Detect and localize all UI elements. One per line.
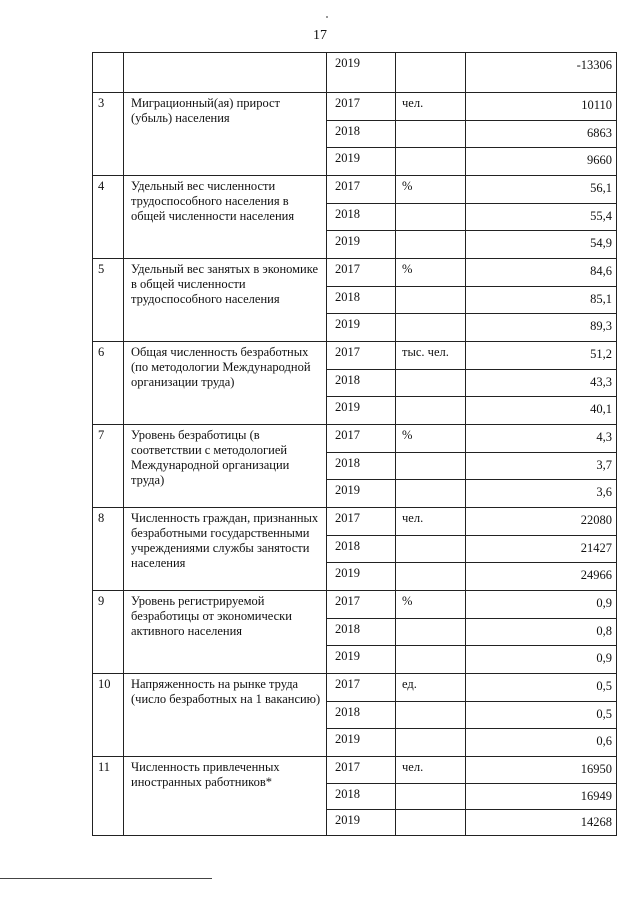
unit-cell <box>396 231 466 259</box>
table-row <box>93 176 617 204</box>
value-cell: 56,1 <box>466 176 617 204</box>
year-cell: 2018 <box>327 370 396 397</box>
row-number-cell: 5 <box>93 259 124 342</box>
indicator-name-cell: Удельный вес занятых в экономике в общей численности трудоспособного населения <box>124 259 327 342</box>
year-cell: 2018 <box>327 287 396 314</box>
year-cell: 2017 <box>327 508 396 536</box>
row-number-cell: 6 <box>93 342 124 425</box>
unit-cell <box>396 370 466 397</box>
value-cell: 0,6 <box>466 729 617 757</box>
unit-cell <box>396 121 466 148</box>
year-cell: 2019 <box>327 810 396 836</box>
unit-cell <box>396 204 466 231</box>
row-number-cell: 8 <box>93 508 124 591</box>
value-cell: 0,9 <box>466 591 617 619</box>
year-cell: 2019 <box>327 563 396 591</box>
value-cell: 21427 <box>466 536 617 563</box>
year-cell: 2019 <box>327 646 396 674</box>
year-cell: 2018 <box>327 121 396 148</box>
indicator-name-cell <box>124 53 327 93</box>
indicator-name-cell: Напряженность на рынке труда (число безработных на 1 вакансию) <box>124 674 327 757</box>
unit-cell <box>396 729 466 757</box>
row-number-cell: 4 <box>93 176 124 259</box>
unit-cell <box>396 536 466 563</box>
unit-cell <box>396 480 466 508</box>
value-cell: 3,6 <box>466 480 617 508</box>
unit-cell <box>396 453 466 480</box>
value-cell: 54,9 <box>466 231 617 259</box>
year-cell: 2018 <box>327 784 396 810</box>
unit-cell: % <box>396 259 466 287</box>
table-row <box>93 53 617 93</box>
footnote-rule <box>0 878 212 879</box>
unit-cell <box>396 53 466 93</box>
indicator-name-cell: Уровень регистрируемой безработицы от экономически активного населения <box>124 591 327 674</box>
value-cell: 22080 <box>466 508 617 536</box>
unit-cell: чел. <box>396 757 466 784</box>
unit-cell: тыс. чел. <box>396 342 466 370</box>
year-cell: 2019 <box>327 148 396 176</box>
year-cell: 2018 <box>327 453 396 480</box>
year-cell: 2017 <box>327 425 396 453</box>
year-cell: 2018 <box>327 619 396 646</box>
value-cell: 6863 <box>466 121 617 148</box>
year-cell: 2019 <box>327 53 396 93</box>
indicators-table <box>92 52 617 836</box>
year-cell: 2018 <box>327 702 396 729</box>
value-cell: 0,9 <box>466 646 617 674</box>
value-cell: 10110 <box>466 93 617 121</box>
value-cell: 89,3 <box>466 314 617 342</box>
row-number-cell: 10 <box>93 674 124 757</box>
table-row <box>93 508 617 536</box>
row-number-cell: 7 <box>93 425 124 508</box>
year-cell: 2019 <box>327 231 396 259</box>
value-cell: 16949 <box>466 784 617 810</box>
value-cell: 51,2 <box>466 342 617 370</box>
indicator-name-cell: Общая численность безработных (по методологии Международной организации труда) <box>124 342 327 425</box>
year-cell: 2017 <box>327 757 396 784</box>
value-cell: 55,4 <box>466 204 617 231</box>
row-number-cell: 11 <box>93 757 124 836</box>
table-body <box>93 53 617 836</box>
year-cell: 2018 <box>327 536 396 563</box>
year-cell: 2019 <box>327 397 396 425</box>
year-cell: 2018 <box>327 204 396 231</box>
table-row <box>93 425 617 453</box>
unit-cell <box>396 784 466 810</box>
unit-cell <box>396 287 466 314</box>
unit-cell: чел. <box>396 93 466 121</box>
unit-cell <box>396 148 466 176</box>
unit-cell <box>396 314 466 342</box>
unit-cell <box>396 646 466 674</box>
year-cell: 2017 <box>327 591 396 619</box>
value-cell: 24966 <box>466 563 617 591</box>
page-number: 17 <box>313 28 327 43</box>
value-cell: 40,1 <box>466 397 617 425</box>
row-number-cell: 3 <box>93 93 124 176</box>
value-cell: 0,5 <box>466 674 617 702</box>
unit-cell: чел. <box>396 508 466 536</box>
year-cell: 2017 <box>327 674 396 702</box>
indicator-name-cell: Численность привлеченных иностранных работников* <box>124 757 327 836</box>
unit-cell <box>396 563 466 591</box>
year-cell: 2017 <box>327 342 396 370</box>
table-row <box>93 342 617 370</box>
value-cell: 85,1 <box>466 287 617 314</box>
value-cell: 84,6 <box>466 259 617 287</box>
table-row <box>93 757 617 784</box>
value-cell: 4,3 <box>466 425 617 453</box>
year-cell: 2019 <box>327 729 396 757</box>
row-number-cell: 9 <box>93 591 124 674</box>
year-cell: 2019 <box>327 314 396 342</box>
unit-cell: % <box>396 176 466 204</box>
year-cell: 2017 <box>327 176 396 204</box>
year-cell: 2019 <box>327 480 396 508</box>
unit-cell <box>396 619 466 646</box>
unit-cell: % <box>396 591 466 619</box>
value-cell: 43,3 <box>466 370 617 397</box>
unit-cell: ед. <box>396 674 466 702</box>
year-cell: 2017 <box>327 93 396 121</box>
table-row <box>93 591 617 619</box>
unit-cell: % <box>396 425 466 453</box>
value-cell: 14268 <box>466 810 617 836</box>
value-cell: 0,8 <box>466 619 617 646</box>
scan-speck <box>326 16 328 18</box>
indicator-name-cell: Уровень безработицы (в соответствии с методологией Международной организации труда) <box>124 425 327 508</box>
table-row <box>93 93 617 121</box>
unit-cell <box>396 397 466 425</box>
table-row <box>93 674 617 702</box>
value-cell: 0,5 <box>466 702 617 729</box>
indicator-name-cell: Миграционный(ая) прирост (убыль) населения <box>124 93 327 176</box>
indicator-name-cell: Удельный вес численности трудоспособного населения в общей численности населения <box>124 176 327 259</box>
value-cell: 16950 <box>466 757 617 784</box>
value-cell: -13306 <box>466 53 617 93</box>
value-cell: 3,7 <box>466 453 617 480</box>
table-row <box>93 259 617 287</box>
unit-cell <box>396 810 466 836</box>
unit-cell <box>396 702 466 729</box>
value-cell: 9660 <box>466 148 617 176</box>
indicator-name-cell: Численность граждан, признанных безработными государственными учреждениями службы занятости населения <box>124 508 327 591</box>
year-cell: 2017 <box>327 259 396 287</box>
row-number-cell <box>93 53 124 93</box>
